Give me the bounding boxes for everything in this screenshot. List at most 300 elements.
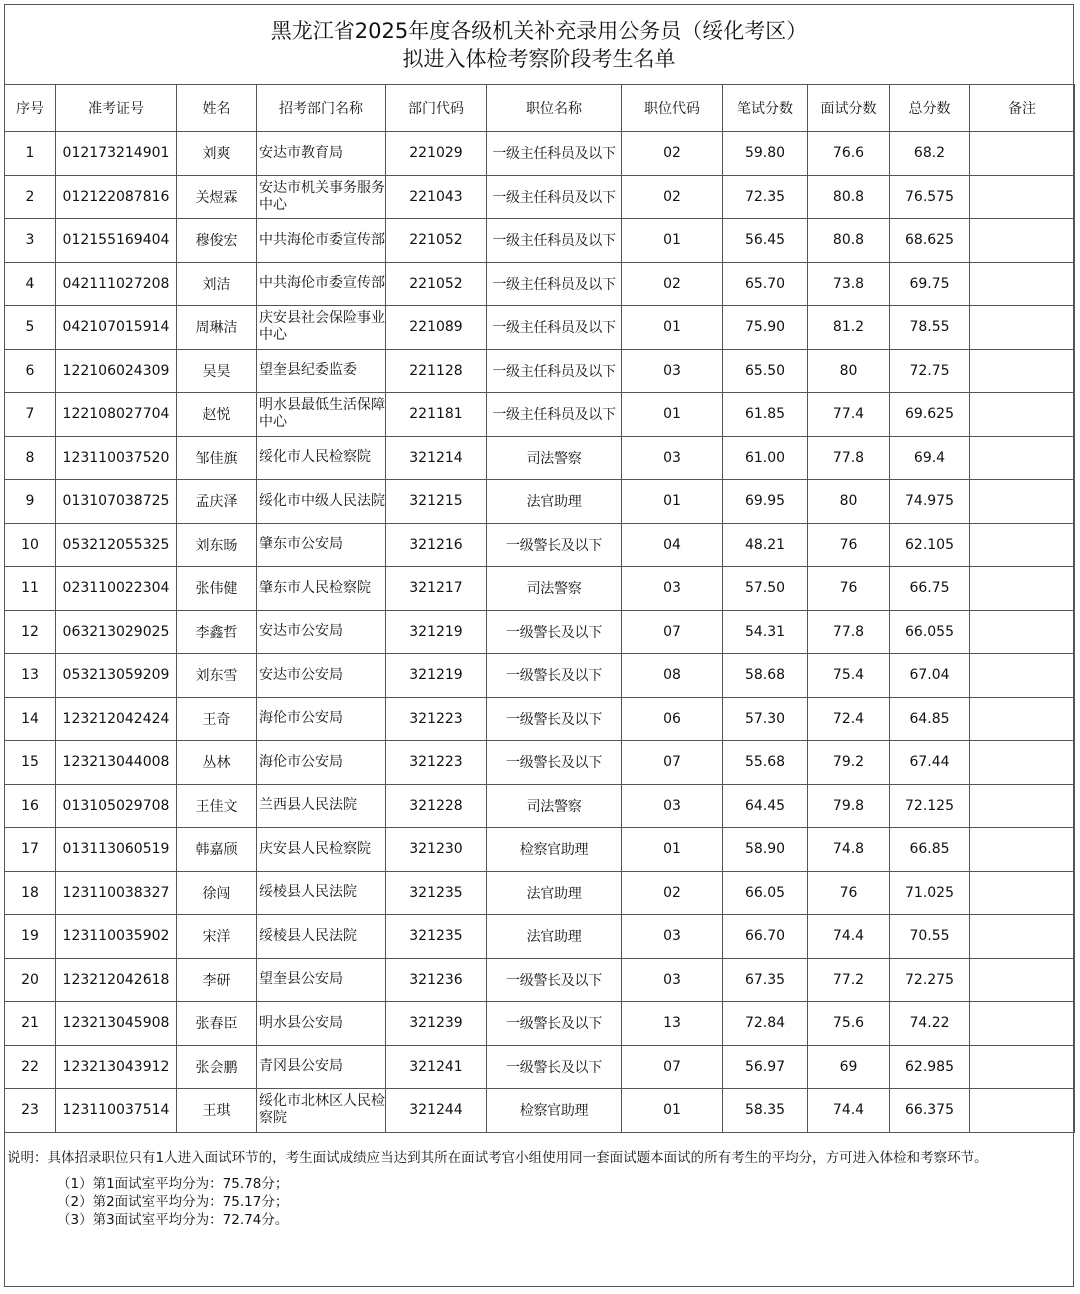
notes-section [5,1149,1073,1229]
col-name-cell: 徐闯 [177,871,257,915]
col-exam-number-cell: 123110037520 [56,436,177,480]
col-written-score-cell: 58.90 [723,828,808,872]
col-interview-score-header: 面试分数 [808,85,890,132]
table-row [5,697,1075,741]
col-exam-number-cell: 122108027704 [56,393,177,437]
col-name-cell: 丛林 [177,741,257,785]
col-index-cell: 4 [5,262,56,306]
col-index-cell: 10 [5,523,56,567]
col-dept-code-cell: 321239 [386,1002,487,1046]
col-dept-code-cell: 321236 [386,958,487,1002]
col-remarks-cell [970,610,1075,654]
col-name-cell: 张春臣 [177,1002,257,1046]
col-position-code-cell: 07 [622,741,723,785]
col-department-cell: 兰西县人民法院 [257,784,386,828]
col-department-cell: 青冈县公安局 [257,1045,386,1089]
col-position-cell: 检察官助理 [487,828,622,872]
col-interview-score-cell: 76.6 [808,132,890,176]
col-dept-code-cell: 321223 [386,697,487,741]
col-position-cell: 一级主任科员及以下 [487,349,622,393]
col-name-cell: 李鑫哲 [177,610,257,654]
col-index-cell: 5 [5,306,56,350]
col-position-cell: 法官助理 [487,871,622,915]
col-index-header: 序号 [5,85,56,132]
col-position-cell: 一级主任科员及以下 [487,262,622,306]
col-dept-code-cell: 321228 [386,784,487,828]
col-department-cell: 绥化市人民检察院 [257,436,386,480]
col-exam-number-cell: 123212042424 [56,697,177,741]
page-title [5,5,1073,84]
col-exam-number-cell: 063213029025 [56,610,177,654]
col-dept-code-cell: 321235 [386,871,487,915]
col-department-cell: 绥棱县人民法院 [257,871,386,915]
col-position-code-cell: 06 [622,697,723,741]
col-remarks-cell [970,219,1075,263]
col-position-code-cell: 07 [622,1045,723,1089]
col-total-score-cell: 69.625 [890,393,970,437]
col-position-cell: 一级主任科员及以下 [487,393,622,437]
col-total-score-cell: 72.275 [890,958,970,1002]
col-exam-number-cell: 012155169404 [56,219,177,263]
col-department-cell: 望奎县纪委监委 [257,349,386,393]
notes-item: （1）第1面试室平均分为：75.78分； [57,1176,289,1192]
col-total-score-cell: 76.575 [890,175,970,219]
col-dept-code-cell: 321214 [386,436,487,480]
col-remarks-cell [970,828,1075,872]
col-written-score-cell: 55.68 [723,741,808,785]
col-written-score-cell: 54.31 [723,610,808,654]
table-row [5,219,1075,263]
col-exam-number-cell: 053213059209 [56,654,177,698]
col-position-cell: 一级主任科员及以下 [487,219,622,263]
col-position-cell: 一级警长及以下 [487,610,622,654]
table-row [5,871,1075,915]
col-remarks-cell [970,523,1075,567]
col-dept-code-cell: 221181 [386,393,487,437]
col-interview-score-cell: 80 [808,349,890,393]
col-exam-number-cell: 123213045908 [56,1002,177,1046]
notes-list [5,1175,1073,1229]
col-interview-score-cell: 80.8 [808,175,890,219]
col-interview-score-cell: 79.8 [808,784,890,828]
col-written-score-cell: 58.35 [723,1089,808,1133]
col-exam-number-cell: 123110037514 [56,1089,177,1133]
col-remarks-cell [970,784,1075,828]
col-interview-score-cell: 69 [808,1045,890,1089]
col-index-cell: 2 [5,175,56,219]
col-position-cell: 司法警察 [487,784,622,828]
col-remarks-cell [970,915,1075,959]
col-total-score-header: 总分数 [890,85,970,132]
col-written-score-cell: 57.30 [723,697,808,741]
col-total-score-cell: 74.22 [890,1002,970,1046]
col-name-cell: 穆俊宏 [177,219,257,263]
col-index-cell: 11 [5,567,56,611]
table-row [5,1002,1075,1046]
col-remarks-cell [970,262,1075,306]
col-interview-score-cell: 76 [808,523,890,567]
table-row [5,567,1075,611]
col-department-cell: 肇东市人民检察院 [257,567,386,611]
col-position-cell: 一级主任科员及以下 [487,132,622,176]
col-interview-score-cell: 76 [808,567,890,611]
table-row [5,306,1075,350]
table-row [5,523,1075,567]
col-department-header: 招考部门名称 [257,85,386,132]
col-remarks-cell [970,436,1075,480]
col-total-score-cell: 66.75 [890,567,970,611]
col-exam-number-cell: 042107015914 [56,306,177,350]
col-total-score-cell: 66.85 [890,828,970,872]
col-dept-code-cell: 321223 [386,741,487,785]
col-written-score-cell: 61.85 [723,393,808,437]
col-written-score-cell: 64.45 [723,784,808,828]
col-position-code-cell: 01 [622,219,723,263]
col-index-cell: 1 [5,132,56,176]
col-name-cell: 李研 [177,958,257,1002]
col-remarks-cell [970,741,1075,785]
col-remarks-cell [970,175,1075,219]
col-department-cell: 安达市公安局 [257,610,386,654]
col-department-cell: 明水县公安局 [257,1002,386,1046]
col-interview-score-cell: 74.4 [808,1089,890,1133]
col-position-code-cell: 03 [622,915,723,959]
col-written-score-cell: 56.97 [723,1045,808,1089]
table-row [5,784,1075,828]
col-dept-code-cell: 321219 [386,654,487,698]
col-remarks-cell [970,349,1075,393]
col-total-score-cell: 62.105 [890,523,970,567]
table-row [5,480,1075,524]
col-position-cell: 一级主任科员及以下 [487,306,622,350]
col-dept-code-cell: 221029 [386,132,487,176]
col-dept-code-cell: 321215 [386,480,487,524]
col-dept-code-cell: 321219 [386,610,487,654]
col-position-code-cell: 07 [622,610,723,654]
candidate-table [4,84,1075,1133]
col-total-score-cell: 69.4 [890,436,970,480]
table-body [5,132,1075,1133]
col-position-code-cell: 03 [622,958,723,1002]
col-remarks-cell [970,697,1075,741]
col-total-score-cell: 67.04 [890,654,970,698]
table-row [5,132,1075,176]
col-remarks-cell [970,393,1075,437]
col-name-cell: 赵悦 [177,393,257,437]
col-index-cell: 21 [5,1002,56,1046]
col-position-code-cell: 01 [622,393,723,437]
col-index-cell: 8 [5,436,56,480]
col-interview-score-cell: 77.8 [808,610,890,654]
col-position-code-cell: 01 [622,306,723,350]
col-position-code-cell: 08 [622,654,723,698]
col-remarks-cell [970,480,1075,524]
col-written-score-cell: 61.00 [723,436,808,480]
col-exam-number-cell: 123110035902 [56,915,177,959]
col-dept-code-cell: 221052 [386,262,487,306]
col-index-cell: 18 [5,871,56,915]
col-written-score-cell: 65.70 [723,262,808,306]
col-name-cell: 刘洁 [177,262,257,306]
col-index-cell: 9 [5,480,56,524]
col-interview-score-cell: 76 [808,871,890,915]
col-name-cell: 王佳文 [177,784,257,828]
col-position-cell: 一级警长及以下 [487,1002,622,1046]
col-index-cell: 23 [5,1089,56,1133]
col-written-score-header: 笔试分数 [723,85,808,132]
col-exam-number-cell: 013107038725 [56,480,177,524]
notes-item: （3）第3面试室平均分为：72.74分。 [57,1212,289,1228]
col-position-code-cell: 02 [622,175,723,219]
col-exam-number-cell: 012173214901 [56,132,177,176]
title-line-2: 拟进入体检考察阶段考生名单 [402,47,676,71]
col-exam-number-cell: 053212055325 [56,523,177,567]
col-total-score-cell: 69.75 [890,262,970,306]
col-position-cell: 一级警长及以下 [487,654,622,698]
col-position-code-cell: 01 [622,828,723,872]
col-index-cell: 17 [5,828,56,872]
col-written-score-cell: 72.84 [723,1002,808,1046]
col-index-cell: 20 [5,958,56,1002]
col-exam-number-cell: 013113060519 [56,828,177,872]
table-row [5,349,1075,393]
col-name-cell: 王奇 [177,697,257,741]
col-name-cell: 刘爽 [177,132,257,176]
col-name-cell: 周琳洁 [177,306,257,350]
col-position-code-cell: 01 [622,480,723,524]
col-interview-score-cell: 81.2 [808,306,890,350]
col-position-cell: 一级警长及以下 [487,741,622,785]
col-exam-number-header: 准考证号 [56,85,177,132]
col-name-cell: 关煜霖 [177,175,257,219]
col-dept-code-cell: 321241 [386,1045,487,1089]
col-interview-score-cell: 77.2 [808,958,890,1002]
col-name-cell: 韩嘉颀 [177,828,257,872]
col-department-cell: 中共海伦市委宣传部 [257,262,386,306]
col-interview-score-cell: 80.8 [808,219,890,263]
col-written-score-cell: 59.80 [723,132,808,176]
col-exam-number-cell: 123213044008 [56,741,177,785]
col-department-cell: 安达市教育局 [257,132,386,176]
col-exam-number-cell: 123212042618 [56,958,177,1002]
col-department-cell: 安达市公安局 [257,654,386,698]
col-name-cell: 孟庆泽 [177,480,257,524]
col-written-score-cell: 69.95 [723,480,808,524]
col-remarks-cell [970,1089,1075,1133]
col-position-cell: 一级主任科员及以下 [487,175,622,219]
col-dept-code-cell: 221052 [386,219,487,263]
col-position-code-cell: 03 [622,436,723,480]
col-index-cell: 6 [5,349,56,393]
col-department-cell: 绥化市中级人民法院 [257,480,386,524]
col-exam-number-cell: 123110038327 [56,871,177,915]
col-position-cell: 一级警长及以下 [487,697,622,741]
col-position-cell: 一级警长及以下 [487,958,622,1002]
col-position-cell: 检察官助理 [487,1089,622,1133]
col-position-code-cell: 04 [622,523,723,567]
col-written-score-cell: 58.68 [723,654,808,698]
col-position-code-header: 职位代码 [622,85,723,132]
col-dept-code-header: 部门代码 [386,85,487,132]
col-written-score-cell: 65.50 [723,349,808,393]
col-dept-code-cell: 321217 [386,567,487,611]
col-total-score-cell: 71.025 [890,871,970,915]
col-exam-number-cell: 023110022304 [56,567,177,611]
col-total-score-cell: 68.625 [890,219,970,263]
col-remarks-cell [970,871,1075,915]
col-remarks-header: 备注 [970,85,1075,132]
col-dept-code-cell: 321235 [386,915,487,959]
col-name-cell: 邹佳旗 [177,436,257,480]
col-department-cell: 明水县最低生活保障中心 [257,393,386,437]
col-position-cell: 司法警察 [487,436,622,480]
col-total-score-cell: 64.85 [890,697,970,741]
results-sheet [4,4,1074,1287]
col-interview-score-cell: 75.6 [808,1002,890,1046]
col-department-cell: 庆安县社会保险事业中心 [257,306,386,350]
col-position-cell: 法官助理 [487,915,622,959]
notes-item: （2）第2面试室平均分为：75.17分； [57,1194,289,1210]
col-department-cell: 绥棱县人民法院 [257,915,386,959]
notes-main: 说明：具体招录职位只有1人进入面试环节的，考生面试成绩应当达到其所在面试考官小组使用同一套面试题本面试的所有考生的平均分，方可进入体检和考察环节。 [7,1150,988,1166]
col-name-cell: 吴昊 [177,349,257,393]
col-remarks-cell [970,1045,1075,1089]
col-total-score-cell: 66.375 [890,1089,970,1133]
col-exam-number-cell: 122106024309 [56,349,177,393]
col-written-score-cell: 67.35 [723,958,808,1002]
table-row [5,175,1075,219]
col-name-cell: 刘东雪 [177,654,257,698]
col-department-cell: 肇东市公安局 [257,523,386,567]
table-row [5,915,1075,959]
col-interview-score-cell: 74.8 [808,828,890,872]
col-dept-code-cell: 321244 [386,1089,487,1133]
col-position-cell: 一级警长及以下 [487,523,622,567]
col-position-cell: 司法警察 [487,567,622,611]
table-row [5,393,1075,437]
col-total-score-cell: 78.55 [890,306,970,350]
table-row [5,1089,1075,1133]
col-written-score-cell: 56.45 [723,219,808,263]
col-department-cell: 安达市机关事务服务中心 [257,175,386,219]
col-remarks-cell [970,132,1075,176]
col-exam-number-cell: 123213043912 [56,1045,177,1089]
table-row [5,741,1075,785]
table-row [5,828,1075,872]
col-interview-score-cell: 73.8 [808,262,890,306]
col-remarks-cell [970,1002,1075,1046]
col-total-score-cell: 72.125 [890,784,970,828]
col-position-code-cell: 02 [622,132,723,176]
col-name-cell: 张伟健 [177,567,257,611]
col-interview-score-cell: 77.8 [808,436,890,480]
col-remarks-cell [970,567,1075,611]
table-row [5,1045,1075,1089]
col-interview-score-cell: 75.4 [808,654,890,698]
col-position-cell: 一级警长及以下 [487,1045,622,1089]
col-exam-number-cell: 042111027208 [56,262,177,306]
col-total-score-cell: 67.44 [890,741,970,785]
col-position-code-cell: 03 [622,784,723,828]
col-written-score-cell: 72.35 [723,175,808,219]
col-position-code-cell: 03 [622,567,723,611]
col-name-cell: 宋洋 [177,915,257,959]
col-total-score-cell: 66.055 [890,610,970,654]
col-index-cell: 15 [5,741,56,785]
col-position-code-cell: 01 [622,1089,723,1133]
col-interview-score-cell: 79.2 [808,741,890,785]
table-header-row [5,85,1075,132]
table-row [5,958,1075,1002]
col-position-code-cell: 02 [622,871,723,915]
col-index-cell: 12 [5,610,56,654]
col-interview-score-cell: 74.4 [808,915,890,959]
col-index-cell: 7 [5,393,56,437]
col-index-cell: 14 [5,697,56,741]
table-row [5,262,1075,306]
col-position-header: 职位名称 [487,85,622,132]
col-written-score-cell: 66.70 [723,915,808,959]
col-name-header: 姓名 [177,85,257,132]
table-row [5,610,1075,654]
col-department-cell: 绥化市北林区人民检察院 [257,1089,386,1133]
col-remarks-cell [970,958,1075,1002]
col-position-code-cell: 13 [622,1002,723,1046]
col-index-cell: 13 [5,654,56,698]
table-row [5,654,1075,698]
title-line-1: 黑龙江省2025年度各级机关补充录用公务员（绥化考区） [270,19,808,43]
col-total-score-cell: 72.75 [890,349,970,393]
table-row [5,436,1075,480]
col-department-cell: 海伦市公安局 [257,741,386,785]
col-exam-number-cell: 013105029708 [56,784,177,828]
col-department-cell: 海伦市公安局 [257,697,386,741]
col-remarks-cell [970,654,1075,698]
col-position-cell: 法官助理 [487,480,622,524]
col-name-cell: 王琪 [177,1089,257,1133]
col-department-cell: 中共海伦市委宣传部 [257,219,386,263]
col-interview-score-cell: 72.4 [808,697,890,741]
col-written-score-cell: 75.90 [723,306,808,350]
col-dept-code-cell: 221128 [386,349,487,393]
col-index-cell: 19 [5,915,56,959]
col-total-score-cell: 62.985 [890,1045,970,1089]
col-position-code-cell: 03 [622,349,723,393]
col-index-cell: 16 [5,784,56,828]
col-written-score-cell: 57.50 [723,567,808,611]
col-total-score-cell: 74.975 [890,480,970,524]
col-dept-code-cell: 321230 [386,828,487,872]
col-interview-score-cell: 80 [808,480,890,524]
col-total-score-cell: 68.2 [890,132,970,176]
col-dept-code-cell: 221089 [386,306,487,350]
col-total-score-cell: 70.55 [890,915,970,959]
col-name-cell: 张会鹏 [177,1045,257,1089]
col-remarks-cell [970,306,1075,350]
col-index-cell: 22 [5,1045,56,1089]
col-written-score-cell: 66.05 [723,871,808,915]
col-exam-number-cell: 012122087816 [56,175,177,219]
col-written-score-cell: 48.21 [723,523,808,567]
col-index-cell: 3 [5,219,56,263]
col-position-code-cell: 02 [622,262,723,306]
col-dept-code-cell: 321216 [386,523,487,567]
col-dept-code-cell: 221043 [386,175,487,219]
col-name-cell: 刘东旸 [177,523,257,567]
col-department-cell: 望奎县公安局 [257,958,386,1002]
col-department-cell: 庆安县人民检察院 [257,828,386,872]
col-interview-score-cell: 77.4 [808,393,890,437]
